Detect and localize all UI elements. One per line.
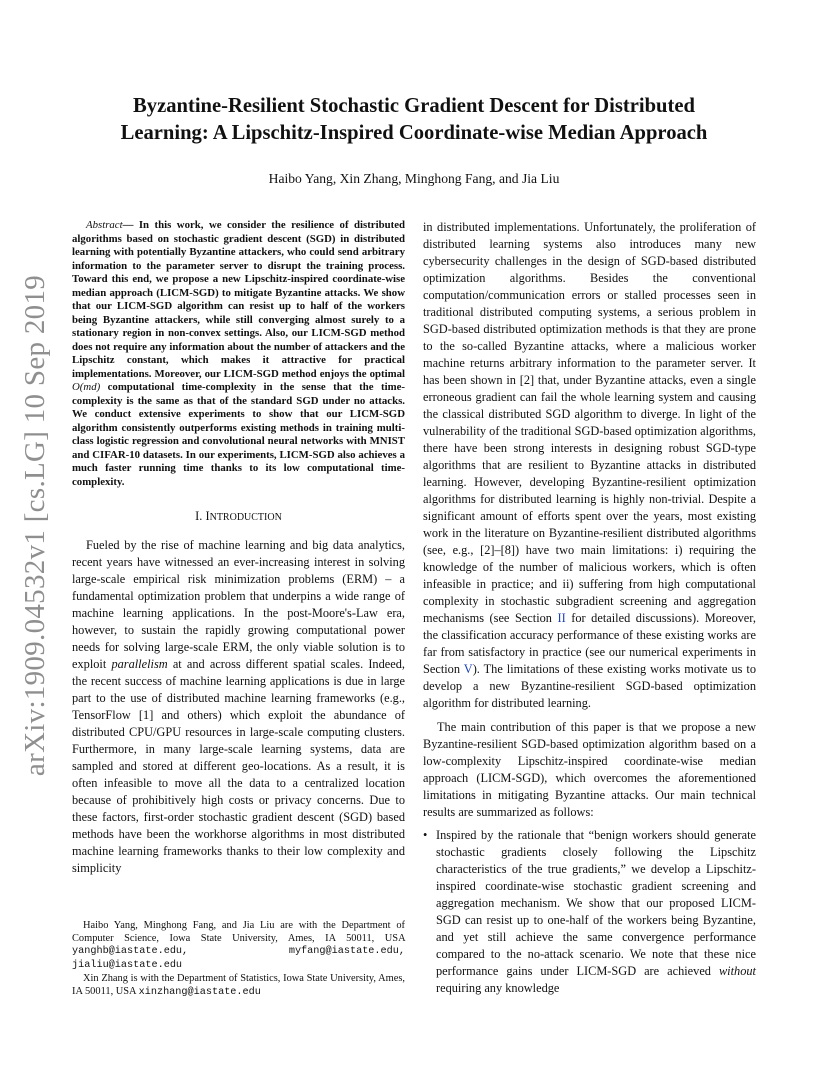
footnote-2-email: xinzhang@iastate.edu — [138, 986, 261, 998]
section-ii-link[interactable]: II — [557, 611, 566, 625]
intro-text-1a: Fueled by the rise of machine learning and big data analytics, recent years have witnessed an ever-increasing interest in solving large-scale empirical risk minimization problems (ERM) – a fundamental optimization problem that underpins a wide range of machine learning applications. In the post-Moore's-Law era, however, to sustain the rapidly growing computational power needs for solving large-scale ERM, the only viable solution is to exploit — [72, 538, 405, 671]
contribution-list — [423, 827, 756, 997]
author-list: Haibo Yang, Xin Zhang, Minghong Fang, and Jia Liu — [268, 171, 560, 186]
without-emphasis: without — [718, 964, 756, 978]
footnote-affiliation-2 — [72, 973, 405, 999]
footnote-2-text: Xin Zhang is with the Department of Statistics, Iowa State University, Ames, IA 50011, USA — [72, 972, 405, 997]
parallelism-emphasis: parallelism — [111, 657, 168, 671]
abstract-label: Abstract — [86, 219, 123, 231]
abstract-text-2: computational time-complexity in the sense that the time-complexity is the same as that of the standard SGD under no attacks. We conduct extensive experiments to show that our LICM-SGD algorithm consistently outperforms existing methods in training multi-class logistic regression and convolutional neural networks with MNIST and CIFAR-10 datasets. In our experiments, LICM-SGD also achieves a much faster running time thanks to its low computational time-complexity. — [72, 381, 405, 488]
complexity-math: O(md) — [72, 381, 101, 393]
footnote-affiliation-1 — [72, 920, 405, 973]
footnote-1-emails: yanghb@iastate.edu, myfang@iastate.edu, jialiu@iastate.edu — [72, 946, 405, 972]
right-column — [423, 219, 756, 997]
section-title-first: I — [205, 509, 210, 523]
intro-paragraph-1 — [72, 537, 405, 877]
list-item — [436, 827, 756, 997]
abstract-dash: — — [122, 219, 139, 231]
footnotes — [72, 920, 405, 999]
section-v-link[interactable]: V — [463, 662, 473, 676]
section-heading-introduction — [72, 508, 405, 526]
arxiv-stamp-text: arXiv:1909.04532v1 [cs.LG] 10 Sep 2019 — [19, 274, 52, 776]
intro-text-1b: at and across different spatial scales. Indeed, the recent success of machine learning applications is due in large part to the use of distributed machine learning frameworks (e.g., TensorFlow [1] and others) which exploit the abundance of distributed CPU/GPU resources in large-scale computing clusters. Furthermore, in many large-scale learning systems, data are sampled and stored at different geo-locations. As a result, it is often infeasible to move all the data to a centralized location because of prohibitively high costs or privacy concerns. Due to these factors, first-order stochastic gradient descent (SGD) based methods have been the workhorse algorithms in most distributed machine learning frameworks thanks to their low complexity and simplicity — [72, 657, 405, 875]
paper-title: Byzantine-Resilient Stochastic Gradient Descent for Distributed Learning: A Lipschitz-Inspired Coordinate-wise Median Approach — [120, 95, 708, 144]
section-number: I. — [195, 509, 206, 523]
bullet-1-text-a: Inspired by the rationale that “benign workers should generate stochastic gradients closely following the Lipschitz characteristics of the true gradients,” we develop a Lipschitz-inspired coordinate-wise stochastic gradient screening and aggregation mechanism. We show that our proposed LICM-SGD can resist up to one-half of the workers being Byzantine, and yet still achieve the same convergence performance compared to the no-attack scenario. We note that these nice performance gains under LICM-SGD are achieved — [436, 828, 756, 978]
section-title-rest: NTRODUCTION — [209, 512, 282, 523]
intro-text-1e: ). The limitations of these existing works motivate us to develop a new Byzantine-resilient SGD-based optimization algorithm for distributed learning. — [423, 662, 756, 710]
intro-text-1c: in distributed implementations. Unfortunately, the proliferation of distributed learning systems also introduces many new cybersecurity challenges in the design of SGD-based distributed optimization algorithms. Besides the conventional computation/communication errors or stalled processes seen in traditional distributed computing systems, a serious problem in SGD-based distributed optimization methods is that they are prone to the so-called Byzantine attacks, where a malicious worker machine returns arbitrary information to the parameter server. It has been shown in [2] that, under Byzantine attacks, even a single erroneous gradient can fail the whole learning system and causing the classical distributed SGD algorithm to diverge. In light of the vulnerability of the traditional SGD-based optimization algorithms, there have been strong interests in designing robust SGD-type algorithms that are resilient to Byzantine attacks in distributed learning. However, developing Byzantine-resilient optimization algorithms for distributed learning is highly non-trivial. Despite a significant amount of efforts spent over the years, most existing work in the literature on Byzantine-resilient distributed algorithms (see, e.g., [2]–[8]) have two main limitations: i) requiring the knowledge of the number of malicious workers, which is often infeasible in practice; and ii) suffering from high computational complexity in stochastic subgradient screening and aggregation mechanisms (see Section — [423, 220, 756, 625]
intro-paragraph-2: The main contribution of this paper is that we propose a new Byzantine-resilient SGD-based optimization algorithm based on a low-complexity Lipschitz-inspired coordinate-wise median approach (LICM-SGD), which overcomes the aforementioned limitations in mitigating Byzantine attacks. Our main technical results are summarized as follows: — [423, 720, 756, 819]
abstract — [72, 219, 405, 489]
bullet-1-text-b: requiring any knowledge — [436, 981, 560, 995]
intro-paragraph-1-continued — [423, 219, 756, 712]
footnote-1-text: Haibo Yang, Minghong Fang, and Jia Liu are with the Department of Computer Science, Iowa State University, Ames, IA 50011, USA — [72, 920, 405, 944]
arxiv-stamp — [11, 274, 61, 776]
left-column — [72, 219, 405, 877]
intro-text-1d: for detailed discussions). Moreover, the classification accuracy performance of these existing works are far from satisfactory in practice (see our numerical experiments in Section — [423, 611, 756, 676]
abstract-text-1: In this work, we consider the resilience of distributed algorithms based on stochastic gradient descent (SGD) in distributed learning with potentially Byzantine attackers, who could send arbitrary information to the parameter server to disrupt the training process. Toward this end, we propose a new Lipschitz-inspired coordinate-wise median approach (LICM-SGD) to mitigate Byzantine attacks. We show that our LICM-SGD algorithm can resist up to half of the workers being Byzantine attackers, while still converging almost surely to a stationary region in non-convex settings. Also, our LICM-SGD method does not require any information about the number of attackers and the Lipschitz constant, which makes it attractive for practical implementations. Moreover, our LICM-SGD method enjoys the optimal — [72, 219, 405, 380]
